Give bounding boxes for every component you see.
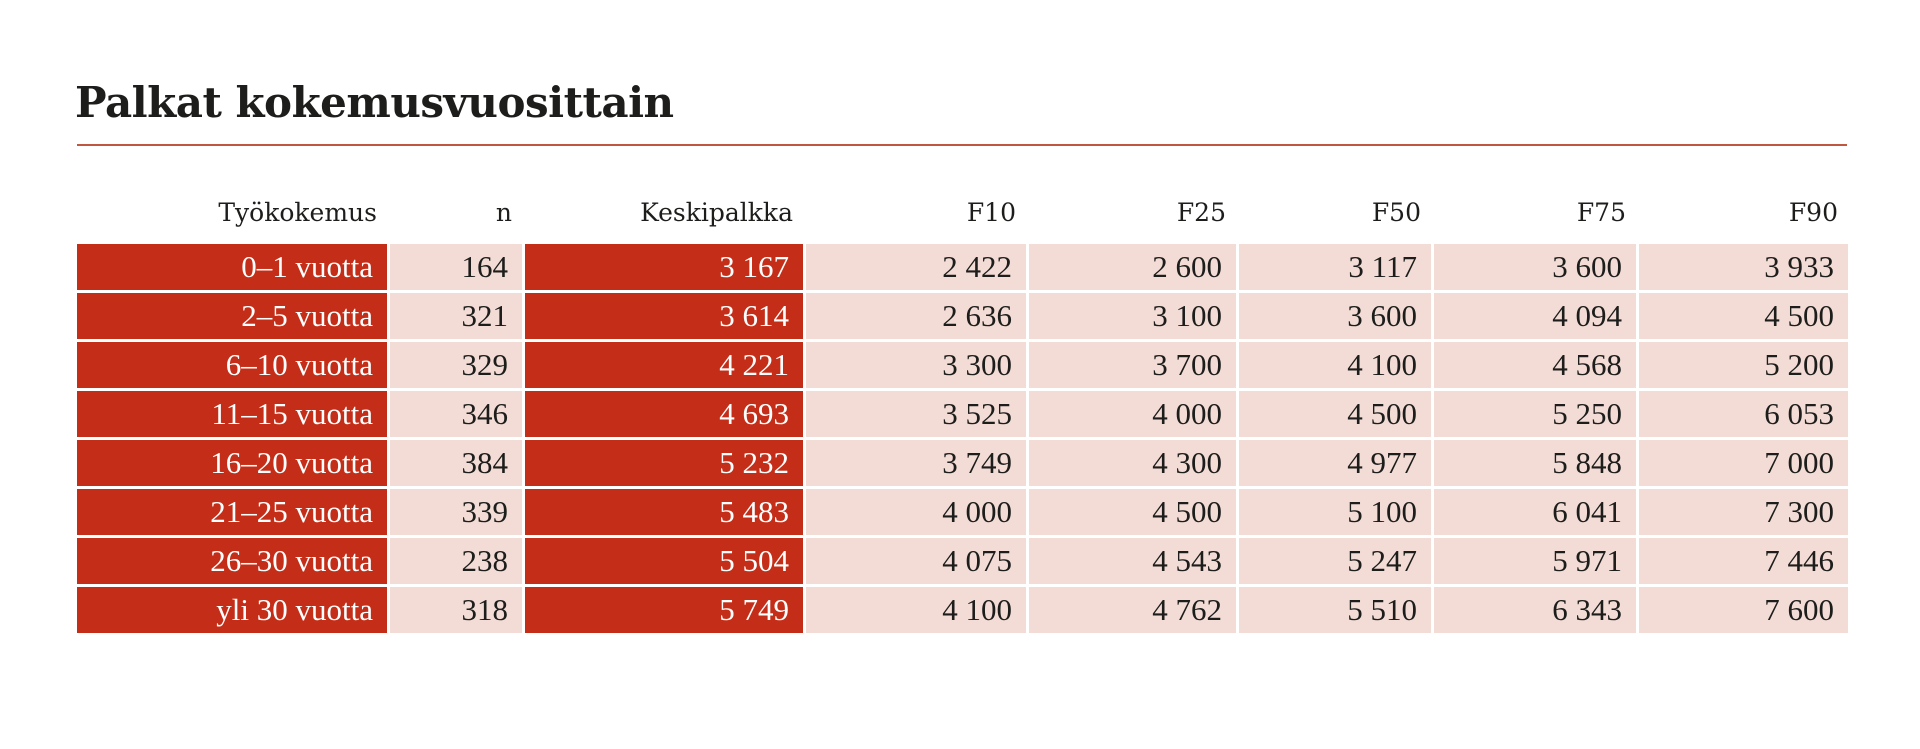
table-cell: 4 075 [806,538,1026,584]
table-cell: 4 221 [525,342,803,388]
table-cell: 4 000 [806,489,1026,535]
table-cell: 7 000 [1639,440,1848,486]
table-cell: 11–15 vuotta [77,391,387,437]
title-divider [77,144,1847,146]
table-row [77,587,1848,633]
table-cell: 3 749 [806,440,1026,486]
table-cell: 5 510 [1239,587,1431,633]
page-title: Palkat kokemusvuosittain [75,78,674,127]
table-cell: 6 343 [1434,587,1636,633]
table-cell: 4 000 [1029,391,1236,437]
table-cell: 7 600 [1639,587,1848,633]
table-cell: yli 30 vuotta [77,587,387,633]
table-cell: 3 167 [525,244,803,290]
table-cell: 3 614 [525,293,803,339]
table-cell: 6 041 [1434,489,1636,535]
table-cell: 2 636 [806,293,1026,339]
table-row [77,244,1848,290]
table-cell: 5 848 [1434,440,1636,486]
table-cell: 5 749 [525,587,803,633]
table-cell: 3 933 [1639,244,1848,290]
column-header: Keskipalkka [640,198,793,227]
table-cell: 4 300 [1029,440,1236,486]
table-cell: 5 200 [1639,342,1848,388]
table-row [77,342,1848,388]
table-cell: 5 100 [1239,489,1431,535]
table-cell: 4 094 [1434,293,1636,339]
column-header: n [495,198,512,227]
table-cell: 6–10 vuotta [77,342,387,388]
table-cell: 4 500 [1239,391,1431,437]
column-header: F75 [1576,198,1626,227]
table-cell: 3 300 [806,342,1026,388]
table-cell: 3 600 [1434,244,1636,290]
table-cell: 7 446 [1639,538,1848,584]
table-row [77,293,1848,339]
table-cell: 321 [390,293,522,339]
table-cell: 16–20 vuotta [77,440,387,486]
table-cell: 4 762 [1029,587,1236,633]
table-cell: 3 600 [1239,293,1431,339]
table-cell: 0–1 vuotta [77,244,387,290]
table-cell: 4 543 [1029,538,1236,584]
table-cell: 384 [390,440,522,486]
table-cell: 4 500 [1639,293,1848,339]
table-cell: 2 422 [806,244,1026,290]
column-header: Työkokemus [218,198,377,227]
table-cell: 346 [390,391,522,437]
table-cell: 5 504 [525,538,803,584]
table-cell: 5 247 [1239,538,1431,584]
table-cell: 2–5 vuotta [77,293,387,339]
table-cell: 4 693 [525,391,803,437]
table-cell: 2 600 [1029,244,1236,290]
table-cell: 5 232 [525,440,803,486]
column-header: F25 [1176,198,1226,227]
table-body [77,244,1848,633]
table-cell: 238 [390,538,522,584]
table-row [77,489,1848,535]
table-cell: 4 500 [1029,489,1236,535]
salary-table [74,180,1851,636]
table-cell: 3 525 [806,391,1026,437]
column-header: F10 [966,198,1016,227]
column-header: F90 [1788,198,1838,227]
table-cell: 3 100 [1029,293,1236,339]
table-cell: 164 [390,244,522,290]
table-cell: 5 971 [1434,538,1636,584]
table-header-row [77,183,1848,241]
table-cell: 4 568 [1434,342,1636,388]
table-cell: 3 700 [1029,342,1236,388]
table-row [77,538,1848,584]
table-row [77,391,1848,437]
table-cell: 21–25 vuotta [77,489,387,535]
table-row [77,440,1848,486]
table-cell: 3 117 [1239,244,1431,290]
table-cell: 4 977 [1239,440,1431,486]
table-cell: 6 053 [1639,391,1848,437]
table-cell: 339 [390,489,522,535]
table-cell: 7 300 [1639,489,1848,535]
table-cell: 5 483 [525,489,803,535]
table-cell: 329 [390,342,522,388]
table-cell: 4 100 [806,587,1026,633]
table-cell: 26–30 vuotta [77,538,387,584]
table-cell: 318 [390,587,522,633]
table-cell: 5 250 [1434,391,1636,437]
table-cell: 4 100 [1239,342,1431,388]
column-header: F50 [1371,198,1421,227]
